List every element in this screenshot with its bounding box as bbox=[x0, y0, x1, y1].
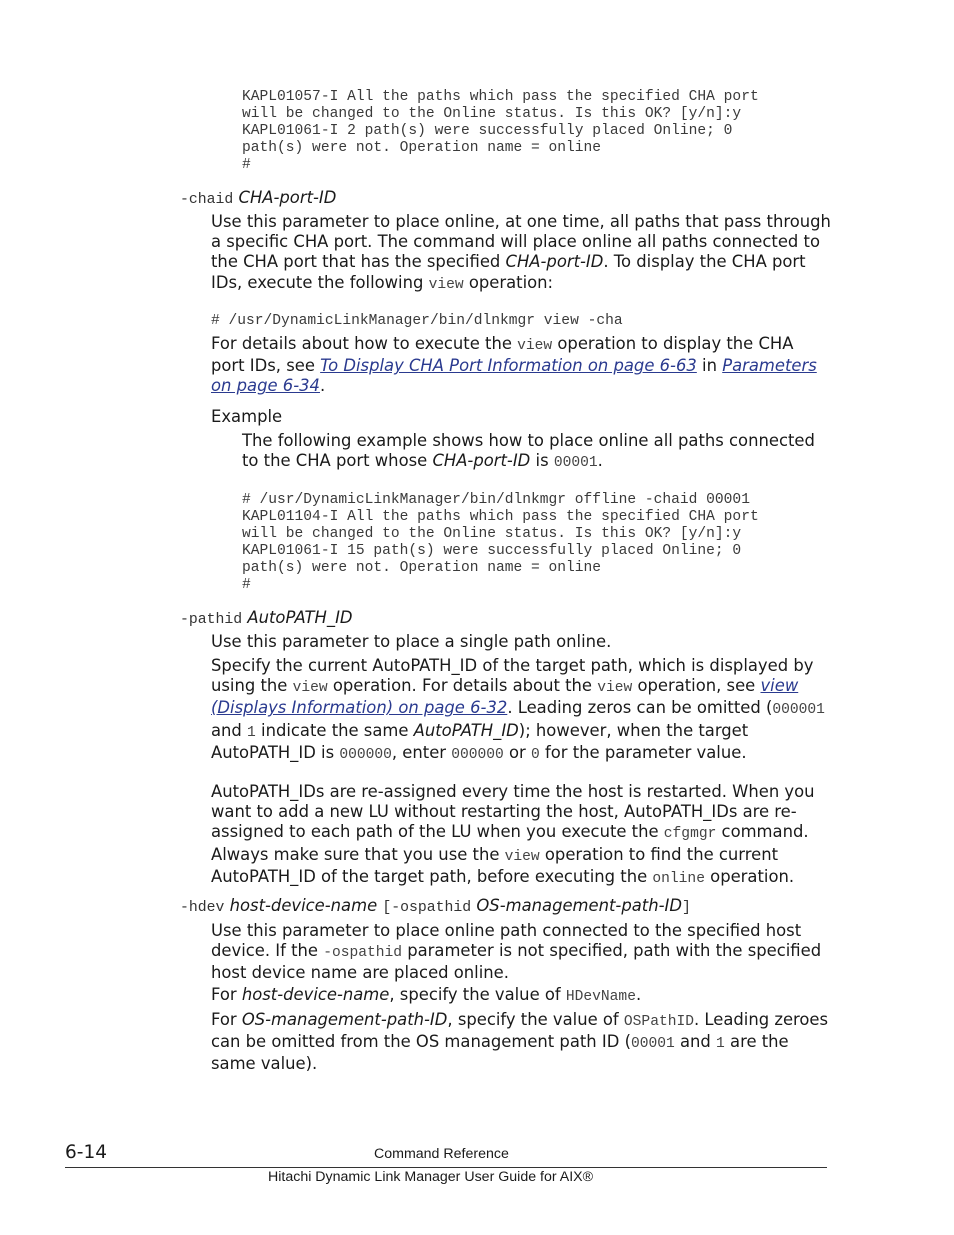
inline-code: 1 bbox=[716, 1036, 725, 1053]
text: operation: bbox=[463, 272, 554, 292]
param-option: [-ospathid bbox=[382, 900, 472, 916]
pathid-summary: Use this parameter to place a single path online. bbox=[211, 632, 612, 651]
example-description bbox=[242, 431, 832, 473]
param-flag: -chaid bbox=[180, 192, 234, 208]
text: indicate the same bbox=[255, 720, 414, 740]
inline-code: -ospathid bbox=[323, 945, 403, 962]
inline-code: view bbox=[504, 848, 540, 865]
inline-code: online bbox=[652, 870, 705, 887]
text: for the parameter value. bbox=[539, 742, 747, 762]
inline-code: view bbox=[517, 338, 553, 354]
inline-code: view bbox=[597, 680, 633, 697]
code-example-online-output: KAPL01057-I All the paths which pass the specified CHA port will be changed to the Online status. Is this OK? [y/n]:y KAPL01061-I 2 path(s) were successfully placed Online; 0 path(s) were not. Operation name = online # bbox=[242, 89, 759, 173]
text: and bbox=[674, 1032, 717, 1052]
footer-section-title: Command Reference bbox=[374, 1146, 509, 1162]
chaid-see-also bbox=[211, 334, 831, 397]
text: . Leading zeroes can be omitted from the OS management path ID ( bbox=[211, 1010, 829, 1052]
param-flag: -pathid bbox=[180, 612, 243, 628]
text: ); however, when the target AutoPATH_ID is bbox=[211, 720, 749, 762]
text: , specify the value of bbox=[389, 985, 566, 1004]
param-option-close: ] bbox=[681, 900, 691, 916]
text: are the same value). bbox=[211, 1032, 789, 1074]
text: operation. For details about the bbox=[327, 676, 598, 696]
page-number: 6-14 bbox=[65, 1142, 107, 1163]
inline-code: view bbox=[428, 276, 464, 293]
text: Use this parameter to place online, at one time, all paths that pass through a specific CHA port. The command will place online all paths connected to the CHA port that has the specified bbox=[211, 212, 831, 272]
text: operation, see bbox=[632, 676, 761, 696]
inline-code: 000001 bbox=[772, 702, 825, 719]
code-example-chaid-output: # /usr/DynamicLinkManager/bin/dlnkmgr offline -chaid 00001 KAPL01104-I All the paths which pass the specified CHA port will be changed to the Online status. Is this OK? [y/n]:y KAPL01061-I 15 path(s) were successfully placed Online; 0 path(s) were not. Operation name = online # bbox=[242, 492, 759, 593]
text: For details about how to execute the bbox=[211, 334, 518, 353]
inline-code: 0 bbox=[530, 746, 540, 763]
link-text: view bbox=[760, 676, 799, 696]
text: Use this parameter to place online path connected to the specified host device. If the bbox=[211, 921, 802, 961]
inline-code: 000000 bbox=[339, 746, 392, 763]
inline-code: 000000 bbox=[451, 746, 504, 763]
inline-code: cfgmgr bbox=[663, 826, 717, 843]
inline-code: view bbox=[292, 680, 328, 697]
text: . Leading zeros can be omitted ( bbox=[507, 698, 773, 718]
param-arg: AutoPATH_ID bbox=[247, 608, 353, 627]
link-text: (Displays Information) on page 6-32 bbox=[211, 698, 508, 718]
text: . bbox=[635, 985, 642, 1004]
emphasis: AutoPATH_ID bbox=[413, 720, 519, 740]
inline-code: HDevName bbox=[565, 989, 636, 1005]
text: , enter bbox=[391, 742, 452, 762]
hdev-host-device-name-note bbox=[211, 985, 831, 1007]
text: . bbox=[597, 451, 603, 471]
emphasis: CHA-port-ID bbox=[432, 451, 531, 471]
param-option-arg: OS-management-path-ID bbox=[476, 896, 682, 915]
footer-document-title: Hitachi Dynamic Link Manager User Guide for AIX® bbox=[268, 1169, 594, 1185]
hdev-ospathid-note bbox=[211, 1010, 831, 1075]
text: , specify the value of bbox=[447, 1010, 624, 1029]
chaid-description bbox=[211, 212, 831, 295]
hdev-description bbox=[211, 921, 831, 984]
inline-code: 00001 bbox=[630, 1036, 675, 1053]
text: parameter is not specified, path with the specified host device name are placed online. bbox=[211, 941, 822, 983]
emphasis: CHA-port-ID bbox=[505, 252, 604, 272]
inline-code: 00001 bbox=[553, 455, 598, 472]
param-arg: host-device-name bbox=[229, 896, 378, 915]
link-display-cha-port-info[interactable]: To Display CHA Port Information on page 6-63 bbox=[320, 356, 697, 376]
footer-divider bbox=[65, 1167, 827, 1168]
text: command. Always make sure that you use the bbox=[211, 822, 809, 864]
link-parameters[interactable]: Parameters on page 6-34 bbox=[211, 356, 817, 396]
text: . To display the CHA port IDs, execute the following bbox=[211, 252, 806, 292]
text: is bbox=[530, 451, 554, 471]
inline-code: 1 bbox=[247, 724, 256, 741]
param-arg: CHA-port-ID bbox=[238, 188, 337, 207]
text: For bbox=[211, 985, 242, 1004]
pathid-description bbox=[211, 656, 831, 765]
code-view-cha-command: # /usr/DynamicLinkManager/bin/dlnkmgr view -cha bbox=[211, 313, 623, 329]
inline-code: OSPathID bbox=[623, 1014, 694, 1030]
text: or bbox=[503, 742, 531, 762]
text: operation to find the current AutoPATH_ID of the target path, before executing the bbox=[211, 844, 779, 886]
text: operation to display the CHA port IDs, see bbox=[211, 334, 794, 376]
pathid-reassignment-note bbox=[211, 782, 831, 889]
text: The following example shows how to place online all paths connected to the CHA port whose bbox=[242, 431, 815, 471]
text: and bbox=[211, 720, 248, 740]
param-pathid-heading bbox=[180, 608, 353, 630]
param-chaid-heading bbox=[180, 188, 336, 210]
text: operation. bbox=[704, 866, 795, 886]
text: in bbox=[696, 356, 723, 376]
param-hdev-heading bbox=[180, 896, 691, 918]
emphasis: host-device-name bbox=[241, 985, 390, 1004]
text: . bbox=[319, 376, 326, 396]
text: AutoPATH_IDs are re-assigned every time the host is restarted. When you want to add a new LU without restarting the host, AutoPATH_IDs are re-assigned to each path of the LU when you execute the bbox=[211, 782, 815, 842]
text: Specify the current AutoPATH_ID of the target path, which is displayed by using the bbox=[211, 656, 814, 696]
param-flag: -hdev bbox=[180, 900, 225, 916]
example-label: Example bbox=[211, 407, 283, 426]
emphasis: OS-management-path-ID bbox=[241, 1010, 448, 1029]
text: For bbox=[211, 1010, 242, 1029]
